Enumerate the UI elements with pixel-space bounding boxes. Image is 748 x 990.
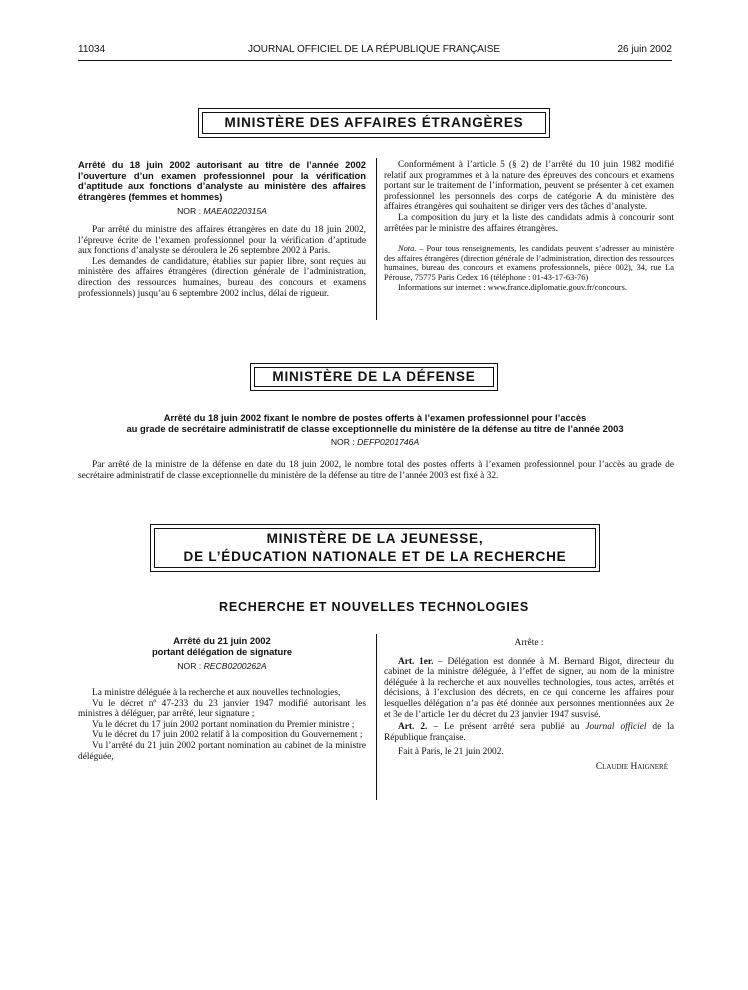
nor-label: NOR : <box>330 437 355 448</box>
ministry-box-inner <box>202 112 546 134</box>
arrete-label: Arrête : <box>514 638 544 648</box>
article-1-label: Art. 1er. <box>398 656 434 667</box>
paragraph: Par arrêté de la ministre de la défense en date du 18 juin 2002, le nombre total des postes offerts à l’examen professionnel pour l’accès au grade de secrétaire administratif de classe exceptionnelle du ministère de la défense au titre de l’année 2003 est fixé à 32. <box>78 460 674 481</box>
decree-title-line: Arrêté du 18 juin 2002 fixant le nombre de postes offerts à l’examen professionnel pour l’accès <box>163 412 587 423</box>
signatory: Claudie Haigneré <box>595 761 668 772</box>
decree-title-line: au grade de secrétaire administratif de classe exceptionnelle du ministère de la défense au titre de l’année 2003 <box>126 422 624 434</box>
article-2 <box>384 722 674 743</box>
paragraph: Par arrêté du ministre des affaires étrangères en date du 18 juin 2002, l’épreuve écrite de l’examen professionnel pour la vérification d’aptitude aux fonctions d’analyste se déroulera le 26 septembre 2002 à Paris. <box>78 224 366 257</box>
section1-left-column <box>78 160 366 299</box>
paragraph: La composition du jury et la liste des candidats admis à concourir sont arrêtées par le ministre des affaires étrangères. <box>384 212 674 234</box>
article-2-label: Art. 2. <box>398 722 428 733</box>
nota-internet: Informations sur internet : www.france.diplomatie.gouv.fr/concours. <box>398 282 627 292</box>
nor-label: NOR : <box>177 206 201 217</box>
nor-reference <box>78 437 672 447</box>
section3-title-block <box>78 636 366 671</box>
section3-left-column <box>78 688 366 762</box>
ministry-title-line: MINISTÈRE DE LA JEUNESSE, <box>266 531 484 546</box>
decree-title-line: Arrêté du 21 juin 2002 <box>173 635 271 646</box>
ministry-title: MINISTÈRE DE LA DÉFENSE <box>272 369 476 384</box>
paragraph: Les demandes de candidature, établies sur papier libre, sont reçues au ministère des affaires étrangères (direction générale de l’administration, direction des ressources humaines, bureau des concours et examens professionnels) jusqu’au 6 septembre 2002 inclus, délai de rigueur. <box>78 256 366 299</box>
article-2-text: – Le présent arrêté sera publié au <box>427 722 586 733</box>
nota-text: – Pour tous renseignements, les candidats peuvent s’adresser au ministère des affaires étrangères (direction générale de l’administration, direction des ressources humaines, bureau des concours et examens professionnels, pièce 002), 34, rue La Pérouse, 75775 Paris Cedex 16 (téléphone : 01-43-17-63-76) <box>384 244 674 282</box>
ministry-box-inner <box>254 367 494 387</box>
decree-title-line: portant délégation de signature <box>151 645 293 657</box>
paragraph: Vu le décret du 17 juin 2002 portant nomination du Premier ministre ; <box>92 719 355 730</box>
nor-reference <box>78 206 366 217</box>
header-rule <box>78 60 672 61</box>
page-number: 11034 <box>78 44 106 55</box>
ministry-box-defense <box>250 363 498 391</box>
signing-place-date: Fait à Paris, le 21 juin 2002. <box>398 747 504 758</box>
paragraph: Vu le décret nº 47-233 du 23 janvier 1947 modifié autorisant les ministres à déléguer, par arrêté, leur signature ; <box>78 698 366 720</box>
nor-code: MAEA0220315A <box>203 206 267 217</box>
nor-code: DEFP0201746A <box>357 437 420 448</box>
decree-title: Arrêté du 18 juin 2002 autorisant au titre de l’année 2002 l’ouverture d’un examen professionnel pour la vérification d’aptitude aux fonctions d’analyste au ministère des affaires étrangères (femmes et hommes) <box>78 159 366 202</box>
article-2-text-end: de la République française. <box>384 722 674 743</box>
column-divider <box>376 158 377 320</box>
nor-label: NOR : <box>177 661 202 672</box>
section2-title-block <box>78 413 672 447</box>
paragraph: Conformément à l’article 5 (§ 2) de l’arrêté du 10 juin 1982 modifié relatif aux programmes et à la nature des épreuves des concours et examens portant sur le traitement de l’information, peuvent se présenter à cet examen professionnel les personnels des corps de catégorie A du ministère des affaires étrangères qui souhaitent se diriger vers des tâches d’analyste. <box>384 160 674 213</box>
paragraph: Vu l’arrêté du 21 juin 2002 portant nomination au cabinet de la ministre déléguée, <box>78 740 366 762</box>
nor-code: RECB0200262A <box>203 661 267 672</box>
journal-officiel-ref: Journal officiel <box>585 722 647 733</box>
column-divider <box>376 634 377 800</box>
nota-block <box>384 244 674 292</box>
ministry-box-inner <box>154 528 596 568</box>
paragraph: La ministre déléguée à la recherche et aux nouvelles technologies, <box>92 688 341 698</box>
section1-right-column <box>384 160 674 292</box>
subsection-heading: RECHERCHE ET NOUVELLES TECHNOLOGIES <box>219 600 529 614</box>
section3-right-column <box>384 638 674 773</box>
nota-label: Nota. <box>398 244 417 254</box>
issue-date: 26 juin 2002 <box>617 44 672 55</box>
article-1-text: – Délégation est donnée à M. Bernard Bigot, directeur du cabinet de la ministre déléguée, à l’effet de signer, au nom de la ministre déléguée à la recherche et aux nouvelles technologies, tous actes, arrêtés et décisions, à l’exclusion des décrets, en ce qui concerne les affaires pour lesquelles délégation n’a pas été donnée aux personnes mentionnées aux 2e et 3e de l’article 1er du décret du 23 janvier 1947 susvisé. <box>384 656 674 720</box>
ministry-box-affaires-etrangeres <box>198 108 550 138</box>
nor-reference <box>78 661 366 671</box>
ministry-title: MINISTÈRE DES AFFAIRES ÉTRANGÈRES <box>224 115 524 130</box>
ministry-box-education <box>150 524 600 572</box>
paragraph: Vu le décret du 17 juin 2002 relatif à la composition du Gouvernement ; <box>92 730 363 741</box>
section2-body <box>78 460 674 481</box>
ministry-title-line: DE L’ÉDUCATION NATIONALE ET DE LA RECHERCHE <box>183 549 567 564</box>
article-1 <box>384 657 674 721</box>
journal-title: JOURNAL OFFICIEL DE LA RÉPUBLIQUE FRANÇAISE <box>247 44 501 55</box>
